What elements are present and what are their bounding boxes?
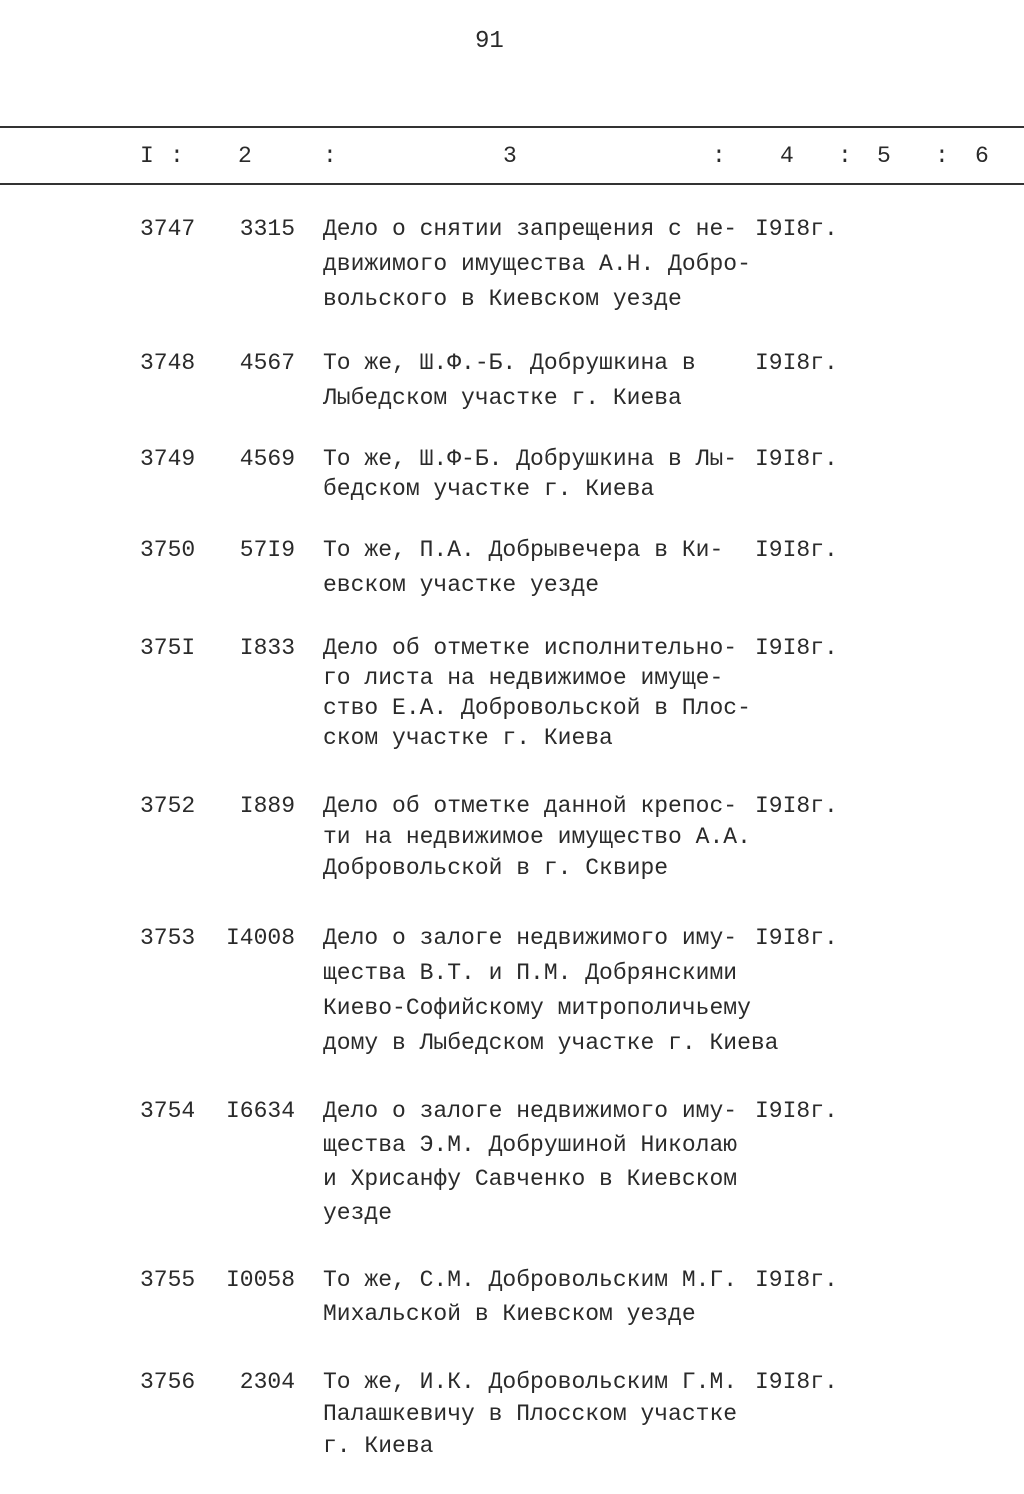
description-line: Дело о снятии запрещения с не- (323, 216, 738, 242)
entry-year: I9I8г. (755, 1098, 838, 1124)
column-separator: : (170, 143, 184, 169)
entry-year: I9I8г. (755, 216, 838, 242)
page-number: 91 (475, 28, 504, 55)
description-line: То же, Ш.Ф-Б. Добрушкина в Лы- (323, 446, 738, 472)
description-line: вольского в Киевском уезде (323, 286, 682, 312)
description-line: ском участке г. Киева (323, 725, 613, 751)
description-line: Дело о залоге недвижимого иму- (323, 1098, 738, 1124)
file-number: 4567 (239, 350, 295, 376)
entry-year: I9I8г. (755, 793, 838, 819)
description-line: движимого имущества А.Н. Добро- (323, 251, 751, 277)
entry-number: 3756 (140, 1369, 196, 1395)
entry-number: 3748 (140, 350, 196, 376)
description-line: щества Э.М. Добрушиной Николаю (323, 1132, 738, 1158)
description-line: То же, П.А. Добрывечера в Ки- (323, 537, 724, 563)
file-number: 3315 (239, 216, 295, 242)
description-line: уезде (323, 1200, 393, 1226)
column-header-1: I (140, 143, 154, 169)
description-line: То же, И.К. Добровольским Г.М. (323, 1369, 738, 1395)
description-line: щества В.Т. и П.М. Добрянскими (323, 960, 738, 986)
description-line: Палашкевичу в Плосском участке (323, 1401, 738, 1427)
entry-description (323, 1263, 737, 1331)
description-line: бедском участке г. Киева (323, 476, 655, 502)
description-line: дому в Лыбедском участке г. Киева (323, 1030, 779, 1056)
column-header-6: 6 (975, 143, 989, 169)
entry-description (323, 921, 778, 1061)
file-number: I833 (239, 635, 295, 661)
description-line: г. Киева (323, 1433, 434, 1459)
entry-number: 3752 (140, 793, 196, 819)
entry-year: I9I8г. (755, 925, 838, 951)
entry-year: I9I8г. (755, 1369, 838, 1395)
column-separator: : (323, 143, 337, 169)
description-line: и Хрисанфу Савченко в Киевском (323, 1166, 738, 1192)
entry-number: 375I (140, 635, 196, 661)
description-line: Лыбедском участке г. Киева (323, 385, 682, 411)
entry-description (323, 444, 737, 504)
column-separator: : (935, 143, 949, 169)
entry-number: 3750 (140, 537, 196, 563)
file-number: 4569 (239, 446, 295, 472)
entry-number: 3753 (140, 925, 196, 951)
entry-description (323, 533, 723, 603)
file-number: 2304 (239, 1369, 295, 1395)
description-line: ти на недвижимое имущество А.А. (323, 824, 751, 850)
header-bottom-rule (0, 183, 1024, 185)
entry-number: 3747 (140, 216, 196, 242)
entry-year: I9I8г. (755, 350, 838, 376)
entry-description (323, 1094, 737, 1230)
entry-number: 3754 (140, 1098, 196, 1124)
entry-year: I9I8г. (755, 1267, 838, 1293)
description-line: Киево-Софийскому митрополичьему (323, 995, 751, 1021)
description-line: Михальской в Киевском уезде (323, 1301, 696, 1327)
description-line: Дело о залоге недвижимого иму- (323, 925, 738, 951)
entry-year: I9I8г. (755, 537, 838, 563)
file-number: I6634 (225, 1098, 295, 1124)
entry-description (323, 346, 696, 416)
description-line: Дело об отметке данной крепос- (323, 793, 738, 819)
file-number: I4008 (225, 925, 295, 951)
entry-description (323, 212, 751, 317)
description-line: То же, С.М. Добровольским М.Г. (323, 1267, 738, 1293)
description-line: Дело об отметке исполнительно- (323, 635, 738, 661)
description-line: Добровольской в г. Сквире (323, 855, 669, 881)
entry-number: 3749 (140, 446, 196, 472)
column-header-3: 3 (503, 143, 517, 169)
entry-number: 3755 (140, 1267, 196, 1293)
description-line: То же, Ш.Ф.-Б. Добрушкина в (323, 350, 696, 376)
column-header-5: 5 (877, 143, 891, 169)
header-top-rule (0, 126, 1024, 128)
entry-description (323, 791, 751, 884)
column-separator: : (838, 143, 852, 169)
description-line: евском участке уезде (323, 572, 600, 598)
file-number: 57I9 (239, 537, 295, 563)
entry-year: I9I8г. (755, 446, 838, 472)
entry-description (323, 633, 751, 753)
entry-year: I9I8г. (755, 635, 838, 661)
column-header-4: 4 (780, 143, 794, 169)
description-line: го листа на недвижимое имуще- (323, 665, 724, 691)
column-separator: : (712, 143, 726, 169)
file-number: I0058 (225, 1267, 295, 1293)
description-line: ство Е.А. Добровольской в Плос- (323, 695, 751, 721)
column-header-2: 2 (238, 143, 252, 169)
file-number: I889 (239, 793, 295, 819)
entry-description (323, 1366, 737, 1462)
